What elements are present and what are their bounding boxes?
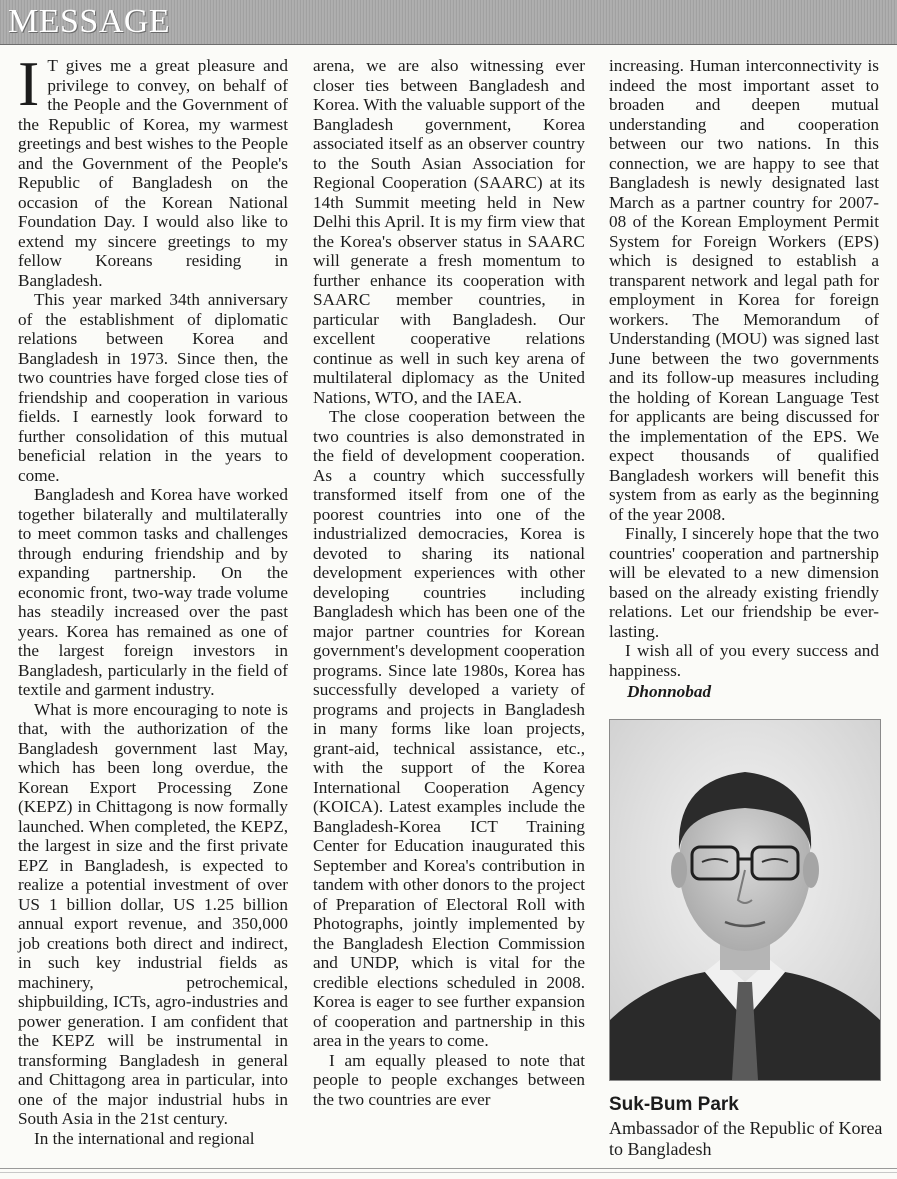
drop-cap: I (18, 48, 40, 119)
portrait-image (610, 720, 880, 1080)
article-paragraph: Finally, I sincerely hope that the two countries' cooperation and partnership will be elevated to a new dimension based on the already existing friendly relations. Let our friendship be ever-lasting. (609, 524, 879, 641)
section-header (0, 0, 897, 45)
article-paragraph: What is more encouraging to note is that, with the authorization of the Bangladesh government last May, which has been long overdue, the Korean Export Processing Zone (KEPZ) in Chittagong is now formally launched. When completed, the KEPZ, the largest in size and the first private EPZ in Bangladesh, is expected to realize a potential investment of over US 1 billion dollar, US 1.25 billion annual export revenue, and 350,000 job creations both direct and indirect, in such key industrial fields as machinery, petrochemical, shipbuilding, ICTs, agro-industries and power generation. I am confident that the KEPZ will be instrumental in transforming Bangladesh in general and Chittagong area in particular, into one of the major industrial hubs in South Asia in the 21st century. (18, 699, 288, 1128)
article-paragraph: I wish all of you every success and happiness. (609, 641, 879, 680)
article-paragraph: In the international and regional (34, 1128, 255, 1148)
article-paragraph: I am equally pleased to note that people to people exchanges between the two countries are ever (313, 1050, 585, 1109)
article-paragraph: increasing. Human interconnectivity is indeed the most important asset to broaden and deepen mutual understanding and cooperation between our two nations. In this connection, we are happy to see that Bangladesh is newly designated last March as a partner country for 2007-08 of the Korean Employment Permit System for Foreign Workers (EPS) which is designed to establish a transparent network and legal path for employment in Korea for foreign workers. The Memorandum of Understanding (MOU) was signed last June between the two governments and its follow-up measures including the holding of Korean Language Test for applicants are being discussed for the implementation of the EPS. We expect thousands of qualified Bangladesh workers will benefit this system from as early as the beginning of the year 2008. (609, 56, 879, 524)
signatory-title: Ambassador of the Republic of Korea to Bangladesh (609, 1118, 883, 1159)
article-paragraph: arena, we are also witnessing ever closer ties between Bangladesh and Korea. With the valuable support of the Bangladesh government, Korea associated itself as an observer country to the South Asian Association for Regional Cooperation (SAARC) at its 14th Summit meeting held in New Delhi this April. It is my firm view that the Korea's observer status in SAARC will generate a fresh momentum to further enhance its cooperation with SAARC member countries, in particular with Bangladesh. Our excellent cooperative relations continue as well in such key arena of multilateral diplomacy as the United Nations, WTO, and the IAEA. (313, 56, 585, 407)
article-column-2 (313, 56, 585, 1109)
article-column-3 (609, 56, 879, 702)
paragraph-text: T gives me a great pleasure and privilege to convey, on behalf of the People and the Government of the Republic of Korea, my warmest greetings and best wishes to the People and the Government of the People's Republic of Bangladesh on the occasion of the Korean National Foundation Day. I would also like to extend my sincere greetings to my fellow Koreans residing in Bangladesh. (18, 56, 288, 290)
article-paragraph: This year marked 34th anniversary of the establishment of diplomatic relations between Korea and Bangladesh in 1973. Since then, the two countries have forged close ties of friendship and cooperation in various fields. I earnestly look forward to further consolidation of this mutual beneficial relation in the years to come. (18, 290, 288, 485)
sign-off: Dhonnobad (627, 682, 712, 701)
section-title: MESSAGE (8, 3, 171, 40)
article-column-1 (18, 48, 288, 1148)
article-paragraph: The close cooperation between the two countries is also demonstrated in the field of development cooperation. As a country which successfully transformed itself from one of the poorest countries into one of the industrialized democracies, Korea is devoted to sharing its national development experiences with other developing countries including Bangladesh which has been one of the major partner countries for Korean government's development cooperation programs. Since late 1980s, Korea has successfully developed a variety of programs and projects in Bangladesh in many forms like loan projects, grant-aid, technical assistance, etc., with the support of the Korea International Cooperation Agency (KOICA). Latest examples include the Bangladesh-Korea ICT Training Center for Education inaugurated this September and Korea's contribution in tandem with other donors to the project of Preparation of Electoral Roll with Photographs, jointly implemented by the Bangladesh Election Commission and UNDP, which is vital for the credible elections scheduled in 2008. Korea is eager to see further expansion of cooperation and partnership in this area in the years to come. (313, 407, 585, 1050)
ambassador-portrait (609, 719, 881, 1081)
article-paragraph: Bangladesh and Korea have worked together bilaterally and multilaterally to meet common tasks and challenges through enduring friendship and by expanding partnership. On the economic front, two-way trade volume has steadily increased over the past years. Korea has remained as one of the largest foreign investors in Bangladesh, particularly in the field of textile and garment industry. (18, 485, 288, 699)
article-paragraph (18, 48, 288, 290)
bottom-rule (0, 1168, 897, 1173)
signatory-name: Suk-Bum Park (609, 1094, 739, 1115)
